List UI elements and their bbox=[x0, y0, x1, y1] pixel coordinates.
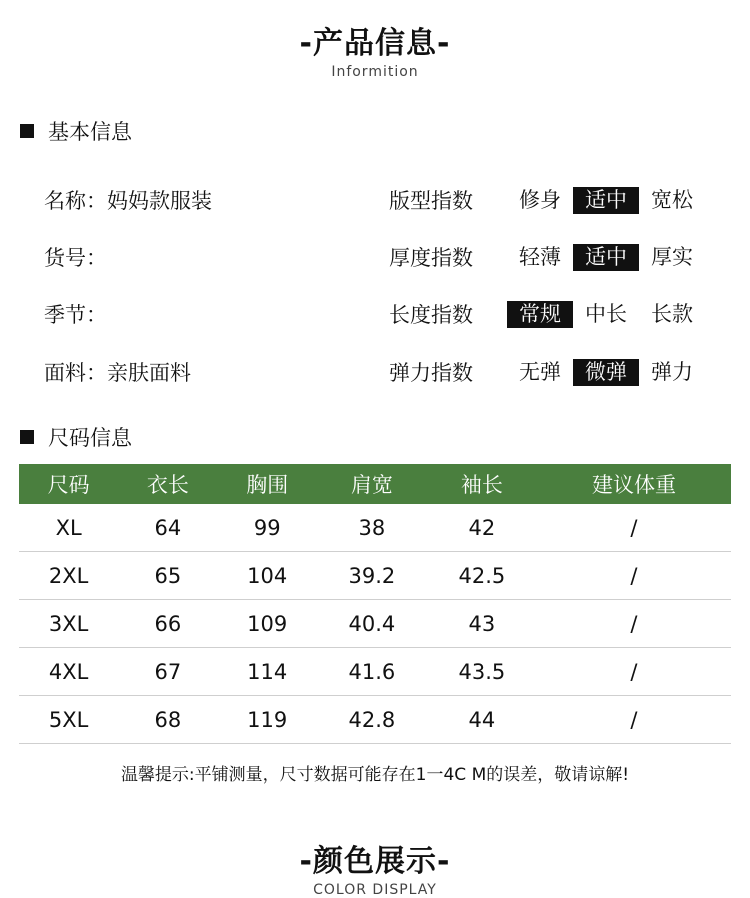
index-thickness bbox=[389, 242, 705, 272]
index-option: 中长 bbox=[585, 301, 627, 326]
index-option: 修身 bbox=[519, 187, 561, 212]
table-cell: 4XL bbox=[19, 648, 118, 696]
section-size-label: 尺码信息 bbox=[48, 426, 132, 450]
index-label: 版型指数 bbox=[389, 189, 473, 213]
info-sku-label: 货号： bbox=[44, 246, 107, 270]
size-table bbox=[19, 464, 731, 744]
square-bullet-icon bbox=[20, 430, 34, 444]
info-fabric-label: 面料： bbox=[44, 361, 107, 385]
index-option: 无弹 bbox=[519, 359, 561, 384]
color-display-subtitle: COLOR DISPLAY bbox=[313, 882, 437, 898]
table-row bbox=[19, 504, 731, 552]
col-header: 胸围 bbox=[218, 464, 317, 504]
table-cell: 119 bbox=[218, 696, 317, 744]
table-cell: 40.4 bbox=[317, 600, 427, 648]
index-option: 宽松 bbox=[651, 187, 693, 212]
index-label: 长度指数 bbox=[389, 303, 473, 327]
index-elasticity bbox=[389, 357, 705, 387]
table-cell: 3XL bbox=[19, 600, 118, 648]
table-cell: / bbox=[537, 600, 731, 648]
table-cell: 5XL bbox=[19, 696, 118, 744]
info-fabric bbox=[44, 357, 191, 387]
table-cell: 65 bbox=[118, 552, 217, 600]
product-info-header bbox=[0, 18, 750, 80]
table-cell: 99 bbox=[218, 504, 317, 552]
table-cell: 43.5 bbox=[427, 648, 537, 696]
table-cell: XL bbox=[19, 504, 118, 552]
info-name bbox=[44, 185, 212, 215]
table-cell: / bbox=[537, 696, 731, 744]
table-row bbox=[19, 600, 731, 648]
size-table-header bbox=[19, 464, 731, 504]
table-cell: / bbox=[537, 648, 731, 696]
info-season bbox=[44, 299, 107, 329]
table-cell: 42.5 bbox=[427, 552, 537, 600]
table-cell: 38 bbox=[317, 504, 427, 552]
index-option: 轻薄 bbox=[519, 244, 561, 269]
product-info-title: -产品信息- bbox=[299, 26, 451, 61]
color-display-header bbox=[0, 836, 750, 898]
table-cell: 43 bbox=[427, 600, 537, 648]
col-header: 袖长 bbox=[427, 464, 537, 504]
index-label: 厚度指数 bbox=[389, 246, 473, 270]
table-cell: 114 bbox=[218, 648, 317, 696]
table-cell: 67 bbox=[118, 648, 217, 696]
index-option-selected: 适中 bbox=[573, 187, 639, 214]
index-option: 厚实 bbox=[651, 244, 693, 269]
product-info-subtitle: Informition bbox=[331, 64, 419, 80]
table-cell: 109 bbox=[218, 600, 317, 648]
color-display-title: -颜色展示- bbox=[299, 844, 451, 879]
index-label: 弹力指数 bbox=[389, 361, 473, 385]
index-option-selected: 微弹 bbox=[573, 359, 639, 386]
section-basic-info bbox=[20, 116, 132, 146]
index-fit bbox=[389, 185, 705, 215]
table-row bbox=[19, 648, 731, 696]
table-cell: 66 bbox=[118, 600, 217, 648]
section-basic-label: 基本信息 bbox=[48, 120, 132, 144]
measurement-note: 温馨提示:平铺测量，尺寸数据可能存在1一4C M的误差，敬请谅解! bbox=[120, 765, 630, 785]
index-option-selected: 常规 bbox=[507, 301, 573, 328]
index-option: 长款 bbox=[651, 301, 693, 326]
table-cell: 42 bbox=[427, 504, 537, 552]
info-name-value: 妈妈款服装 bbox=[107, 189, 212, 213]
table-cell: 41.6 bbox=[317, 648, 427, 696]
info-name-label: 名称： bbox=[44, 189, 107, 213]
info-sku bbox=[44, 242, 107, 272]
table-cell: 2XL bbox=[19, 552, 118, 600]
col-header: 肩宽 bbox=[317, 464, 427, 504]
table-row bbox=[19, 552, 731, 600]
index-option: 弹力 bbox=[651, 359, 693, 384]
col-header: 建议体重 bbox=[537, 464, 731, 504]
index-length bbox=[389, 299, 705, 329]
table-cell: 104 bbox=[218, 552, 317, 600]
index-option-selected: 适中 bbox=[573, 244, 639, 271]
table-cell: / bbox=[537, 552, 731, 600]
table-row bbox=[19, 696, 731, 744]
square-bullet-icon bbox=[20, 124, 34, 138]
table-cell: 42.8 bbox=[317, 696, 427, 744]
col-header: 衣长 bbox=[118, 464, 217, 504]
table-cell: 39.2 bbox=[317, 552, 427, 600]
table-cell: 64 bbox=[118, 504, 217, 552]
table-cell: 44 bbox=[427, 696, 537, 744]
table-cell: 68 bbox=[118, 696, 217, 744]
col-header: 尺码 bbox=[19, 464, 118, 504]
info-fabric-value: 亲肤面料 bbox=[107, 361, 191, 385]
section-size-info bbox=[20, 422, 132, 452]
table-cell: / bbox=[537, 504, 731, 552]
info-season-label: 季节： bbox=[44, 303, 107, 327]
